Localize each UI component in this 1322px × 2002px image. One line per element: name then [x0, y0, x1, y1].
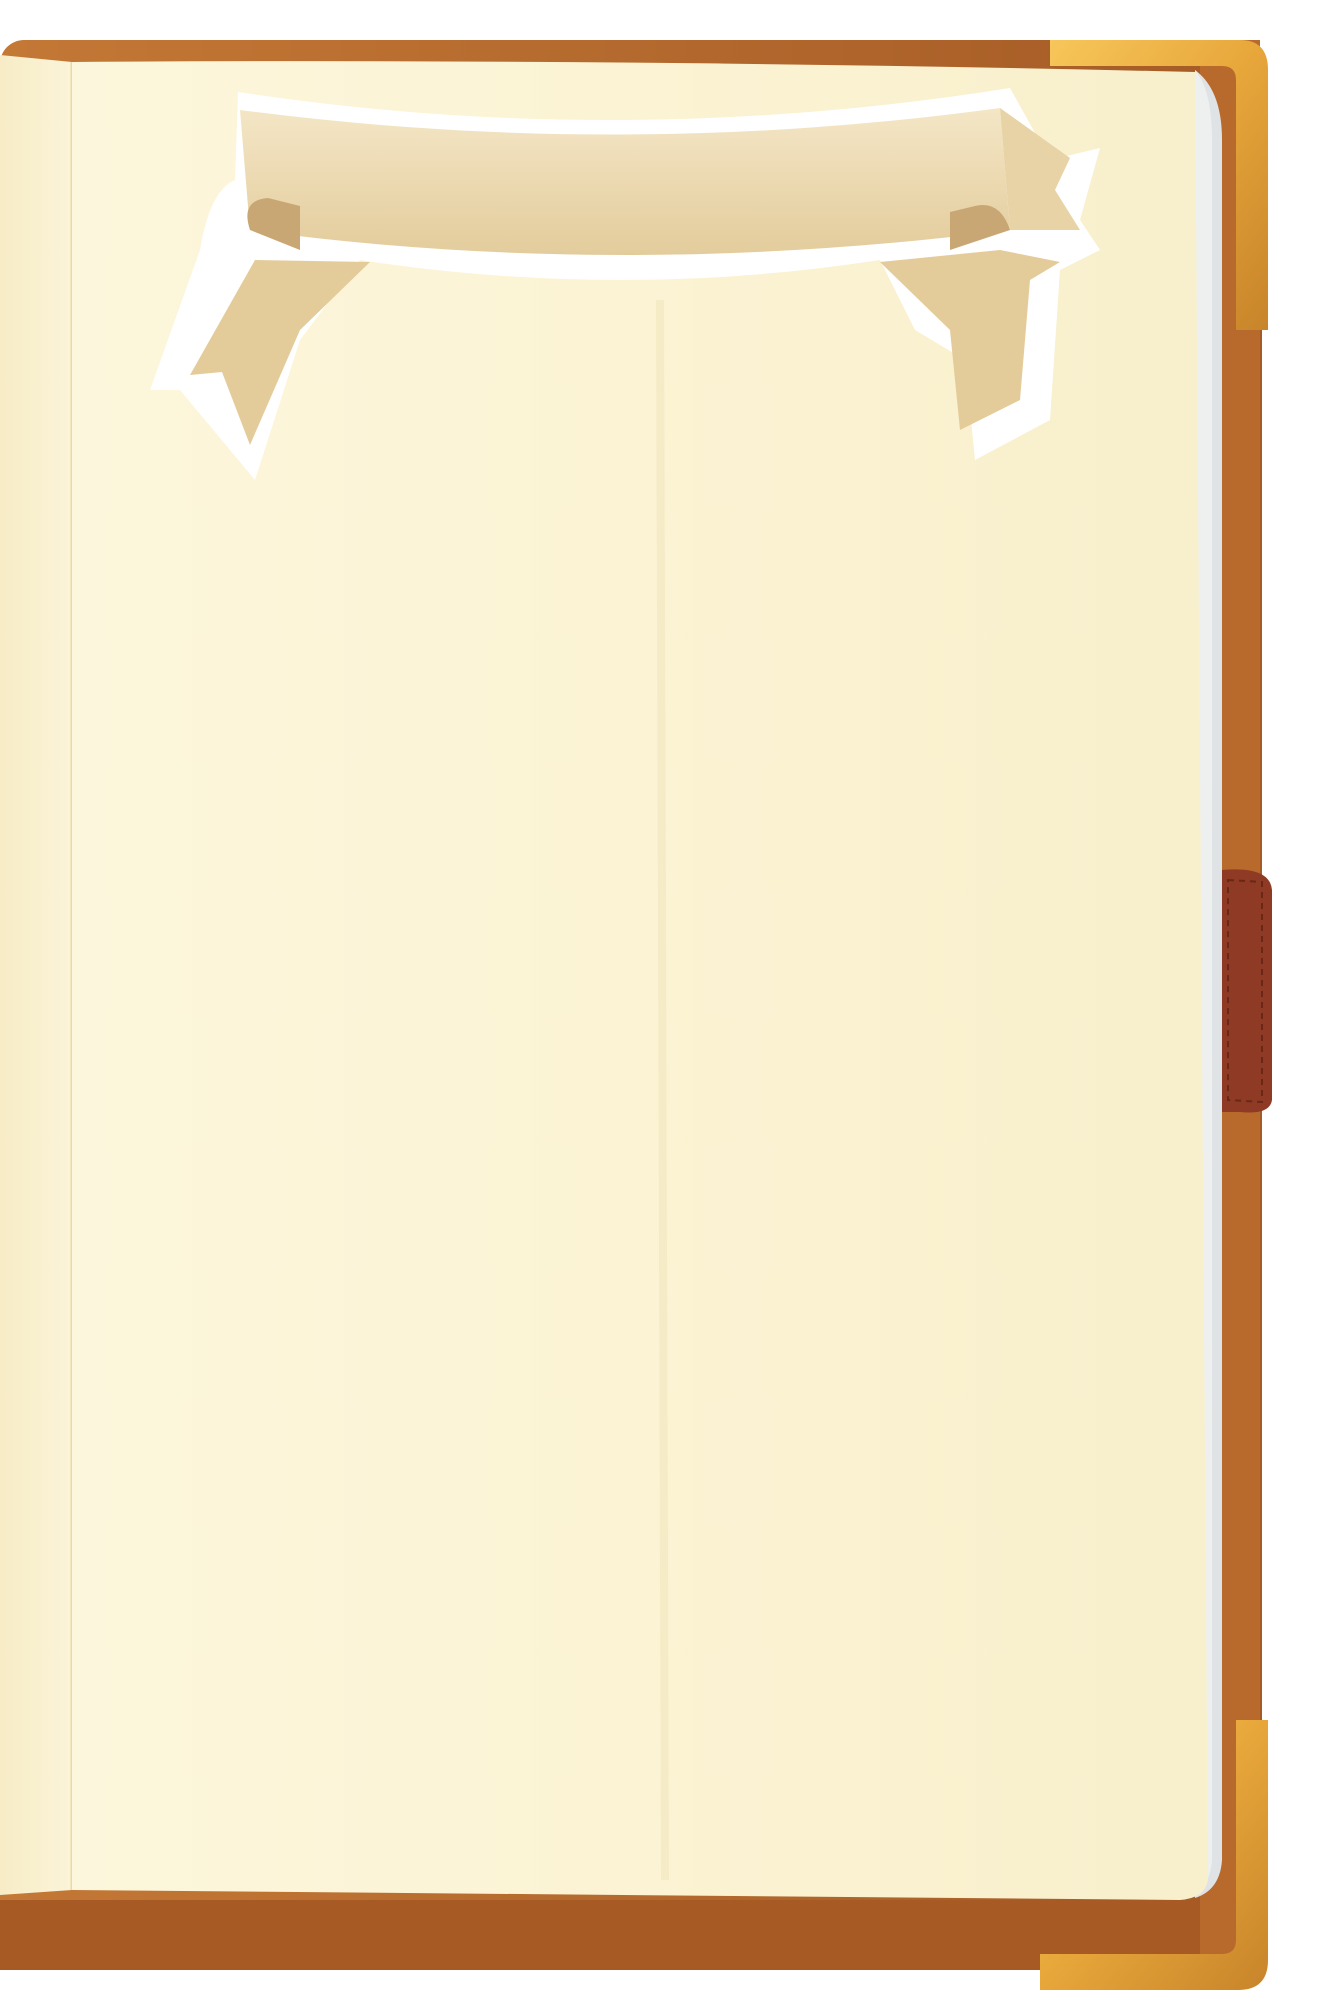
- left-page: [0, 55, 72, 1895]
- bookmark-strap-icon[interactable]: [1222, 869, 1272, 1112]
- banner-title: [300, 130, 1000, 210]
